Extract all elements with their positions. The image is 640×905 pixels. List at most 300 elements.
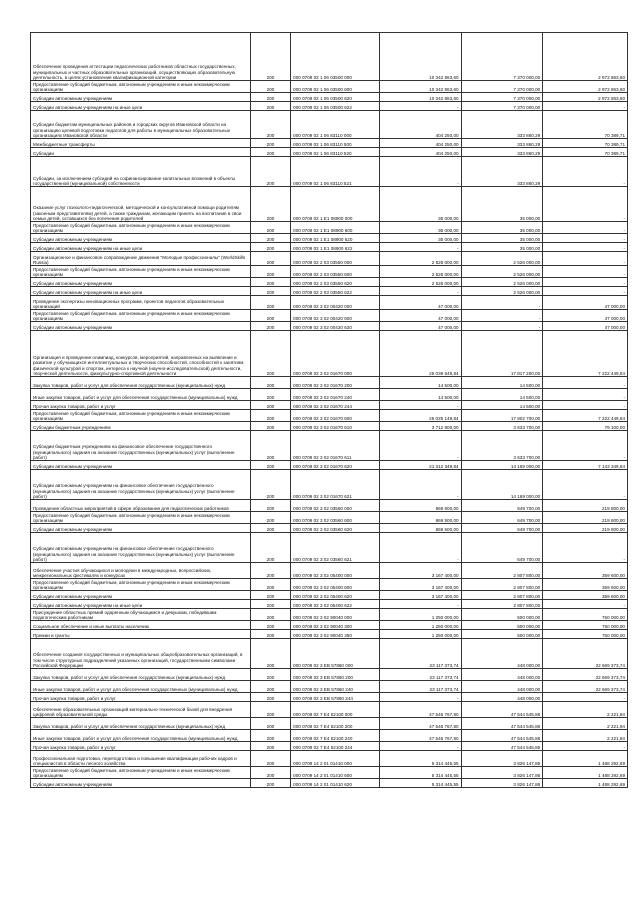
row-approved-amount-cell: 1 250 000,00 <box>379 609 461 621</box>
row-name-cell: Организационное и финансовое сопровождение движения "Молодые профессионалы" (WorldSkills Russia) <box>31 252 251 266</box>
row-unexecuted-amount-cell: 22 669 373,74 <box>543 669 628 681</box>
table-row <box>31 287 628 296</box>
row-classification-cell: 000 0709 02 1 E1 08900 620 <box>291 234 380 243</box>
table-row <box>31 234 628 243</box>
row-name-cell: Обеспечение участия обучающихся и молодежи в международных, всероссийских, межрегиональных фестивалях и конкурсах <box>31 563 251 579</box>
row-code-cell: 200 <box>250 681 290 693</box>
row-executed-amount-cell: 649 700,00 <box>461 512 543 524</box>
row-executed-amount-cell: 333 860,29 <box>461 148 543 157</box>
row-approved-amount-cell: 2 526 000,00 <box>379 278 461 287</box>
row-approved-amount-cell: 1 250 000,00 <box>379 621 461 630</box>
row-unexecuted-amount-cell: - <box>543 470 628 500</box>
row-approved-amount-cell: 23 117 373,74 <box>379 681 461 693</box>
row-name-cell: Субсидии автономным учреждениям <box>31 591 251 600</box>
row-executed-amount-cell: 7 370 000,00 <box>461 33 543 81</box>
row-unexecuted-amount-cell: - <box>543 377 628 389</box>
row-unexecuted-amount-cell: 2 972 863,60 <box>543 33 628 81</box>
row-executed-amount-cell: 3 826 147,86 <box>461 767 543 779</box>
row-code-cell: 200 <box>250 470 290 500</box>
row-unexecuted-amount-cell: 2 221,94 <box>543 730 628 742</box>
row-classification-cell: 000 0709 02 2 03 03550 622 <box>291 287 380 296</box>
row-name-cell: Обеспечение образовательных организаций материально-технической базой для внедрения цифровой образовательной среды <box>31 702 251 718</box>
row-name-cell: Обеспечение создания государственных и муниципальных общеобразовательных организаций, в том числе структурных подразделений указанных организаций, государственными символами Российской Федерации <box>31 639 251 669</box>
row-approved-amount-cell: - <box>379 693 461 702</box>
row-executed-amount-cell: 47 544 545,86 <box>461 718 543 730</box>
row-unexecuted-amount-cell: 7 222 449,84 <box>543 410 628 422</box>
row-unexecuted-amount-cell: 359 600,00 <box>543 591 628 600</box>
row-classification-cell: 000 0709 02 3 02 90040 000 <box>291 609 380 621</box>
table-row <box>31 401 628 410</box>
row-executed-amount-cell: 649 700,00 <box>461 533 543 563</box>
row-executed-amount-cell: 500 000,00 <box>461 630 543 639</box>
table-row <box>31 422 628 431</box>
row-executed-amount-cell: 2 526 000,00 <box>461 266 543 278</box>
row-code-cell: 200 <box>250 243 290 252</box>
row-unexecuted-amount-cell: - <box>543 389 628 401</box>
row-approved-amount-cell: 47 546 767,80 <box>379 718 461 730</box>
row-unexecuted-amount-cell: 2 972 863,60 <box>543 81 628 93</box>
table-row <box>31 322 628 331</box>
row-classification-cell: 000 0709 02 1 E1 08900 622 <box>291 243 380 252</box>
row-classification-cell: 000 0709 02 3 02 05400 620 <box>291 591 380 600</box>
row-name-cell: Субсидии автономным учреждениям на иные цели <box>31 243 251 252</box>
row-approved-amount-cell: 404 250,00 <box>379 148 461 157</box>
table-row <box>31 377 628 389</box>
row-code-cell: 200 <box>250 252 290 266</box>
row-approved-amount-cell: 35 000,00 <box>379 234 461 243</box>
table-row <box>31 310 628 322</box>
table-row <box>31 431 628 461</box>
row-executed-amount-cell: 2 807 800,00 <box>461 563 543 579</box>
table-row <box>31 331 628 377</box>
row-classification-cell: 000 0709 02 1 06 83110 521 <box>291 157 380 187</box>
row-code-cell: 200 <box>250 431 290 461</box>
row-name-cell: Субсидии автономным учреждениям на финансовое обеспечение государственного (муниципального) задания на оказание государственных (муниципальных) услуг (выполнение работ) <box>31 470 251 500</box>
row-approved-amount-cell: 5 314 445,55 <box>379 779 461 788</box>
row-code-cell: 200 <box>250 287 290 296</box>
row-approved-amount-cell: 47 546 767,80 <box>379 702 461 718</box>
row-unexecuted-amount-cell: 1 488 292,69 <box>543 779 628 788</box>
row-executed-amount-cell: 333 860,29 <box>461 157 543 187</box>
table-row <box>31 779 628 788</box>
row-executed-amount-cell: 649 700,00 <box>461 500 543 512</box>
row-classification-cell: 000 0709 02 3 02 00420 620 <box>291 322 380 331</box>
row-code-cell: 200 <box>250 422 290 431</box>
row-code-cell: 200 <box>250 512 290 524</box>
row-unexecuted-amount-cell: 1 488 292,69 <box>543 767 628 779</box>
table-row <box>31 751 628 767</box>
row-approved-amount-cell: - <box>379 742 461 751</box>
row-name-cell: Предоставление субсидий бюджетным, автономным учреждениям и иным некоммерческим организациям <box>31 266 251 278</box>
row-name-cell: Закупка товаров, работ и услуг для обеспечения государственных (муниципальных) нужд <box>31 377 251 389</box>
table-row <box>31 139 628 148</box>
row-code-cell: 200 <box>250 533 290 563</box>
row-code-cell: 200 <box>250 730 290 742</box>
row-classification-cell: 000 0709 02 3 02 01670 610 <box>291 422 380 431</box>
row-executed-amount-cell: 47 544 545,86 <box>461 702 543 718</box>
row-approved-amount-cell: 35 000,00 <box>379 222 461 234</box>
row-classification-cell: 000 0709 02 7 E4 52100 240 <box>291 730 380 742</box>
row-approved-amount-cell: - <box>379 533 461 563</box>
row-classification-cell: 000 0709 02 3 02 05400 622 <box>291 600 380 609</box>
row-classification-cell: 000 0709 02 3 02 90040 300 <box>291 621 380 630</box>
row-unexecuted-amount-cell: 70 389,71 <box>543 148 628 157</box>
row-approved-amount-cell: 1 250 000,00 <box>379 630 461 639</box>
row-code-cell: 200 <box>250 296 290 310</box>
row-code-cell: 200 <box>250 500 290 512</box>
row-name-cell: Профессиональная подготовка, переподготовка и повышение квалификации рабочих кадров и специалистов в области лесного хозяйства <box>31 751 251 767</box>
row-unexecuted-amount-cell: 70 389,71 <box>543 139 628 148</box>
table-row <box>31 148 628 157</box>
table-row <box>31 470 628 500</box>
row-unexecuted-amount-cell: 1 488 292,69 <box>543 751 628 767</box>
table-row <box>31 533 628 563</box>
row-unexecuted-amount-cell: - <box>543 243 628 252</box>
row-unexecuted-amount-cell: - <box>543 431 628 461</box>
row-classification-cell: 000 0709 02 7 E4 52100 000 <box>291 702 380 718</box>
row-name-cell: Проведение экспертизы инновационных программ, проектов педагогов образовательных организаций <box>31 296 251 310</box>
row-approved-amount-cell: 869 500,00 <box>379 512 461 524</box>
row-unexecuted-amount-cell: - <box>543 157 628 187</box>
row-code-cell: 200 <box>250 669 290 681</box>
row-executed-amount-cell: 14 169 000,00 <box>461 470 543 500</box>
row-code-cell: 200 <box>250 600 290 609</box>
row-classification-cell: 000 0709 02 1 06 83110 500 <box>291 139 380 148</box>
row-unexecuted-amount-cell: - <box>543 287 628 296</box>
row-unexecuted-amount-cell: 2 221,94 <box>543 718 628 730</box>
row-unexecuted-amount-cell: 750 000,00 <box>543 621 628 630</box>
row-classification-cell: 000 0709 14 2 01 01410 620 <box>291 779 380 788</box>
table-row <box>31 500 628 512</box>
row-unexecuted-amount-cell: - <box>543 533 628 563</box>
row-executed-amount-cell: 3 826 147,86 <box>461 751 543 767</box>
row-classification-cell: 000 0709 02 1 06 03500 620 <box>291 93 380 102</box>
row-unexecuted-amount-cell: 70 389,71 <box>543 111 628 139</box>
table-row <box>31 718 628 730</box>
row-classification-cell: 000 0709 02 3 02 01670 620 <box>291 461 380 470</box>
row-approved-amount-cell: 47 546 767,80 <box>379 730 461 742</box>
row-approved-amount-cell: - <box>379 600 461 609</box>
row-name-cell: Субсидии, за исключением субсидий на софинансирование капитальных вложений в объекты государственной (муниципальной) собственности <box>31 157 251 187</box>
table-row <box>31 669 628 681</box>
table-row <box>31 93 628 102</box>
row-unexecuted-amount-cell: 750 000,00 <box>543 609 628 621</box>
row-code-cell: 200 <box>250 563 290 579</box>
row-code-cell: 200 <box>250 401 290 410</box>
row-name-cell: Иные закупки товаров, работ и услуг для обеспечения государственных (муниципальных) нужд <box>31 730 251 742</box>
table-row <box>31 252 628 266</box>
row-classification-cell: 000 0709 02 1 E1 08900 600 <box>291 222 380 234</box>
row-unexecuted-amount-cell: 47 000,00 <box>543 322 628 331</box>
table-row <box>31 102 628 111</box>
row-unexecuted-amount-cell: - <box>543 102 628 111</box>
row-code-cell: 200 <box>250 187 290 222</box>
row-executed-amount-cell: 14 169 000,00 <box>461 461 543 470</box>
row-executed-amount-cell: 35 000,00 <box>461 243 543 252</box>
row-approved-amount-cell: 5 314 445,55 <box>379 767 461 779</box>
row-executed-amount-cell: - <box>461 322 543 331</box>
row-name-cell: Субсидии автономным учреждениям <box>31 779 251 788</box>
row-executed-amount-cell: 47 544 545,86 <box>461 742 543 751</box>
row-classification-cell: 000 0709 02 1 06 83110 000 <box>291 111 380 139</box>
row-code-cell: 200 <box>250 639 290 669</box>
row-unexecuted-amount-cell: - <box>543 266 628 278</box>
row-name-cell: Субсидии автономным учреждениям на иные цели <box>31 102 251 111</box>
row-approved-amount-cell: 2 526 000,00 <box>379 252 461 266</box>
table-row <box>31 742 628 751</box>
row-unexecuted-amount-cell: - <box>543 252 628 266</box>
table-row <box>31 730 628 742</box>
row-code-cell: 200 <box>250 742 290 751</box>
row-executed-amount-cell: 2 526 000,00 <box>461 278 543 287</box>
row-unexecuted-amount-cell: - <box>543 234 628 243</box>
row-name-cell: Субсидии автономным учреждениям <box>31 524 251 533</box>
table-row <box>31 157 628 187</box>
table-body <box>31 33 628 788</box>
row-code-cell: 200 <box>250 461 290 470</box>
row-executed-amount-cell: 2 526 000,00 <box>461 287 543 296</box>
row-name-cell: Иные закупки товаров, работ и услуг для обеспечения государственных (муниципальных) нужд <box>31 681 251 693</box>
row-code-cell: 200 <box>250 702 290 718</box>
row-code-cell: 200 <box>250 266 290 278</box>
row-code-cell: 200 <box>250 377 290 389</box>
row-code-cell: 200 <box>250 630 290 639</box>
row-classification-cell: 000 0709 14 2 01 01410 000 <box>291 751 380 767</box>
table-row <box>31 693 628 702</box>
row-unexecuted-amount-cell: - <box>543 187 628 222</box>
table-row <box>31 563 628 579</box>
row-code-cell: 200 <box>250 693 290 702</box>
row-executed-amount-cell: 2 807 800,00 <box>461 591 543 600</box>
row-approved-amount-cell: 10 342 863,60 <box>379 33 461 81</box>
row-name-cell: Прочая закупка товаров, работ и услуг <box>31 401 251 410</box>
row-unexecuted-amount-cell: 2 221,94 <box>543 702 628 718</box>
row-executed-amount-cell: 333 860,29 <box>461 111 543 139</box>
table-row <box>31 639 628 669</box>
table-row <box>31 187 628 222</box>
table-row <box>31 702 628 718</box>
row-code-cell: 200 <box>250 410 290 422</box>
row-name-cell: Предоставление субсидий бюджетным, автономным учреждениям и иным некоммерческим организациям <box>31 222 251 234</box>
row-approved-amount-cell: 14 500,00 <box>379 377 461 389</box>
row-approved-amount-cell: 404 250,00 <box>379 139 461 148</box>
row-name-cell: Субсидии автономным учреждениям <box>31 322 251 331</box>
row-classification-cell: 000 0709 02 3 02 03560 600 <box>291 512 380 524</box>
row-code-cell: 200 <box>250 621 290 630</box>
row-approved-amount-cell: - <box>379 287 461 296</box>
row-classification-cell: 000 0709 02 3 EВ 57860 244 <box>291 693 380 702</box>
table-row <box>31 600 628 609</box>
table-row <box>31 243 628 252</box>
row-unexecuted-amount-cell: 219 800,00 <box>543 512 628 524</box>
table-row <box>31 767 628 779</box>
row-executed-amount-cell: 7 370 000,00 <box>461 81 543 93</box>
row-executed-amount-cell: 448 000,00 <box>461 669 543 681</box>
row-name-cell: Субсидии <box>31 148 251 157</box>
row-name-cell: Субсидии бюджетным учреждениям <box>31 422 251 431</box>
row-executed-amount-cell: 7 370 000,00 <box>461 102 543 111</box>
row-code-cell: 200 <box>250 139 290 148</box>
row-unexecuted-amount-cell: 2 972 863,60 <box>543 93 628 102</box>
row-name-cell: Субсидии автономным учреждениям на иные цели <box>31 287 251 296</box>
row-approved-amount-cell: 14 500,00 <box>379 389 461 401</box>
row-unexecuted-amount-cell: 22 669 373,74 <box>543 639 628 669</box>
row-approved-amount-cell: 869 500,00 <box>379 524 461 533</box>
table-row <box>31 81 628 93</box>
row-executed-amount-cell: 17 817 200,00 <box>461 331 543 377</box>
row-code-cell: 200 <box>250 767 290 779</box>
row-name-cell: Субсидии бюджетам муниципальных районов и городских округов Ивановской области на организацию целевой подготовки педагогов для работы в муниципальных образовательных организациях Ивановской области <box>31 111 251 139</box>
row-executed-amount-cell: - <box>461 296 543 310</box>
budget-execution-table <box>30 32 628 788</box>
row-name-cell: Социальное обеспечение и иные выплаты населению <box>31 621 251 630</box>
row-code-cell: 200 <box>250 93 290 102</box>
row-name-cell: Субсидии бюджетным учреждениям на финансовое обеспечение государственного (муниципального) задания на оказание государственных (муниципальных) услуг (выполнение работ) <box>31 431 251 461</box>
row-code-cell: 200 <box>250 331 290 377</box>
row-code-cell: 200 <box>250 322 290 331</box>
table-row <box>31 296 628 310</box>
table-row <box>31 621 628 630</box>
row-name-cell: Прочая закупка товаров, работ и услуг <box>31 742 251 751</box>
row-name-cell: Проведение областных мероприятий в сфере образования для педагогических работников <box>31 500 251 512</box>
row-executed-amount-cell: 14 500,00 <box>461 389 543 401</box>
row-unexecuted-amount-cell: - <box>543 401 628 410</box>
row-classification-cell: 000 0709 02 1 06 03500 000 <box>291 33 380 81</box>
row-unexecuted-amount-cell: - <box>543 742 628 751</box>
row-unexecuted-amount-cell: 7 143 349,84 <box>543 461 628 470</box>
row-name-cell: Предоставление субсидий бюджетным, автономным учреждениям и иным некоммерческим организациям <box>31 81 251 93</box>
row-executed-amount-cell: 35 000,00 <box>461 222 543 234</box>
row-name-cell: Оказание услуг психолого-педагогической, методической и консультативной помощи родителям (законным представителям) детей, а также гражданам, желающим принять на воспитание в свои семьи детей, оставшихся без попечения родителей <box>31 187 251 222</box>
row-approved-amount-cell: 869 500,00 <box>379 500 461 512</box>
row-executed-amount-cell: 14 500,00 <box>461 377 543 389</box>
row-code-cell: 200 <box>250 591 290 600</box>
row-unexecuted-amount-cell: 219 800,00 <box>543 524 628 533</box>
row-classification-cell: 000 0709 02 2 03 03550 000 <box>291 252 380 266</box>
table-row <box>31 591 628 600</box>
row-code-cell: 200 <box>250 111 290 139</box>
row-executed-amount-cell: 448 000,00 <box>461 693 543 702</box>
row-executed-amount-cell: 448 000,00 <box>461 639 543 669</box>
row-approved-amount-cell: 5 314 445,55 <box>379 751 461 767</box>
row-classification-cell: 000 0709 02 3 02 03560 000 <box>291 500 380 512</box>
row-classification-cell: 000 0709 02 3 02 01670 611 <box>291 431 380 461</box>
row-name-cell: Субсидии автономным учреждениям <box>31 234 251 243</box>
row-classification-cell: 000 0709 14 2 01 01410 600 <box>291 767 380 779</box>
row-approved-amount-cell: 10 342 863,60 <box>379 93 461 102</box>
row-classification-cell: 000 0709 02 3 02 05400 600 <box>291 579 380 591</box>
row-unexecuted-amount-cell: - <box>543 222 628 234</box>
row-code-cell: 200 <box>250 81 290 93</box>
row-name-cell: Закупка товаров, работ и услуг для обеспечения государственных (муниципальных) нужд <box>31 669 251 681</box>
row-executed-amount-cell: 500 000,00 <box>461 621 543 630</box>
row-classification-cell: 000 0709 02 3 02 01670 240 <box>291 389 380 401</box>
row-name-cell: Обеспечение проведения аттестации педагогических работников областных государственных, муниципальных и частных образовательных организаций, осуществляющих образовательную деятельность, в целях установления квалификационной категории <box>31 33 251 81</box>
row-executed-amount-cell: 35 000,00 <box>461 187 543 222</box>
row-classification-cell: 000 0709 02 2 03 03550 600 <box>291 266 380 278</box>
row-name-cell: Присуждение областных премий одаренным обучающимся и девушкам, победившим педагогическим работникам <box>31 609 251 621</box>
row-classification-cell: 000 0709 02 3 02 01670 244 <box>291 401 380 410</box>
table-row <box>31 681 628 693</box>
row-classification-cell: 000 0709 02 1 E1 08900 000 <box>291 187 380 222</box>
row-executed-amount-cell: 3 826 147,86 <box>461 779 543 788</box>
row-code-cell: 200 <box>250 524 290 533</box>
row-code-cell: 200 <box>250 751 290 767</box>
table-row <box>31 524 628 533</box>
table-row <box>31 266 628 278</box>
row-classification-cell: 000 0709 02 7 E4 52100 244 <box>291 742 380 751</box>
row-unexecuted-amount-cell: 359 600,00 <box>543 579 628 591</box>
table-row <box>31 33 628 81</box>
row-classification-cell: 000 0709 02 2 03 03550 620 <box>291 278 380 287</box>
row-classification-cell: 000 0709 02 7 E4 52100 200 <box>291 718 380 730</box>
table-row <box>31 111 628 139</box>
table-row <box>31 461 628 470</box>
row-name-cell: Субсидии автономным учреждениям на финансовое обеспечение государственного (муниципального) задания на оказание государственных (муниципальных) услуг (выполнение работ) <box>31 533 251 563</box>
row-name-cell: Субсидии автономным учреждениям <box>31 93 251 102</box>
row-approved-amount-cell: 2 526 000,00 <box>379 266 461 278</box>
row-name-cell: Прочая закупка товаров, работ и услуг <box>31 693 251 702</box>
row-unexecuted-amount-cell: 7 222 449,84 <box>543 331 628 377</box>
row-classification-cell: 000 0709 02 3 02 03560 620 <box>291 524 380 533</box>
table-row <box>31 222 628 234</box>
row-approved-amount-cell: 3 712 800,00 <box>379 422 461 431</box>
row-code-cell: 200 <box>250 389 290 401</box>
row-classification-cell: 000 0709 02 1 06 83110 520 <box>291 148 380 157</box>
row-approved-amount-cell: 10 342 863,60 <box>379 81 461 93</box>
row-executed-amount-cell: 2 526 000,00 <box>461 252 543 266</box>
row-approved-amount-cell: 3 167 400,00 <box>379 579 461 591</box>
row-executed-amount-cell: 3 633 700,00 <box>461 431 543 461</box>
row-classification-cell: 000 0709 02 3 02 05400 000 <box>291 563 380 579</box>
row-classification-cell: 000 0709 02 3 EВ 57860 000 <box>291 639 380 669</box>
row-executed-amount-cell: 649 700,00 <box>461 524 543 533</box>
row-approved-amount-cell: - <box>379 431 461 461</box>
row-classification-cell: 000 0709 02 3 02 01670 200 <box>291 377 380 389</box>
row-unexecuted-amount-cell: 750 000,00 <box>543 630 628 639</box>
row-name-cell: Закупка товаров, работ и услуг для обеспечения государственных (муниципальных) нужд <box>31 718 251 730</box>
row-name-cell: Премии и гранты <box>31 630 251 639</box>
table-row <box>31 630 628 639</box>
row-code-cell: 200 <box>250 579 290 591</box>
row-executed-amount-cell: 500 000,00 <box>461 609 543 621</box>
row-classification-cell: 000 0709 02 3 02 00420 600 <box>291 310 380 322</box>
row-unexecuted-amount-cell: 22 669 373,74 <box>543 681 628 693</box>
row-approved-amount-cell: 47 000,00 <box>379 296 461 310</box>
row-code-cell: 200 <box>250 234 290 243</box>
table-row <box>31 609 628 621</box>
row-unexecuted-amount-cell: 79 100,00 <box>543 422 628 431</box>
row-classification-cell: 000 0709 02 3 02 01670 621 <box>291 470 380 500</box>
row-classification-cell: 000 0709 02 3 02 01670 600 <box>291 410 380 422</box>
row-unexecuted-amount-cell: 359 600,00 <box>543 563 628 579</box>
row-name-cell: Предоставление субсидий бюджетным, автономным учреждениям и иным некоммерческим организациям <box>31 310 251 322</box>
row-executed-amount-cell: 333 860,29 <box>461 139 543 148</box>
row-classification-cell: 000 0709 02 3 EВ 57860 240 <box>291 681 380 693</box>
row-unexecuted-amount-cell: 47 000,00 <box>543 296 628 310</box>
row-classification-cell: 000 0709 02 3 02 00420 000 <box>291 296 380 310</box>
row-approved-amount-cell: - <box>379 470 461 500</box>
row-name-cell: Субсидии автономным учреждениям <box>31 278 251 287</box>
row-name-cell: Предоставление субсидий бюджетным, автономным учреждениям и иным некоммерческим организациям <box>31 410 251 422</box>
row-code-cell: 200 <box>250 609 290 621</box>
row-executed-amount-cell: 2 807 800,00 <box>461 579 543 591</box>
row-classification-cell: 000 0709 02 3 02 01670 000 <box>291 331 380 377</box>
row-approved-amount-cell: 47 000,00 <box>379 310 461 322</box>
row-unexecuted-amount-cell: - <box>543 693 628 702</box>
row-code-cell: 200 <box>250 102 290 111</box>
table-row <box>31 410 628 422</box>
